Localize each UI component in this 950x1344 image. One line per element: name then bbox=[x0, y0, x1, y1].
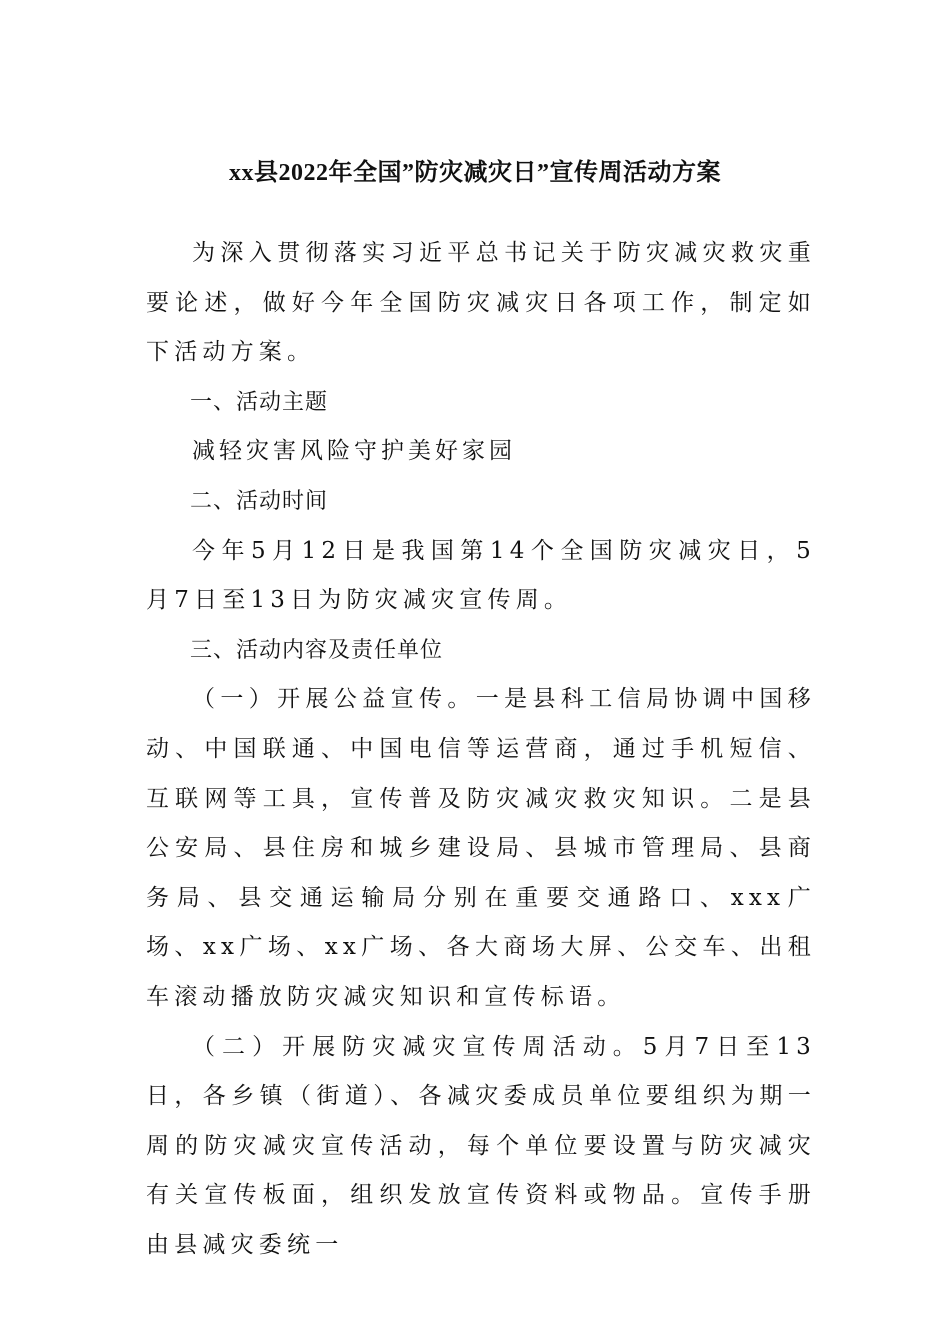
content-item-public-publicity: （一）开展公益宣传。一是县科工信局协调中国移动、中国联通、中国电信等运营商，通过手机短信、互联网等工具，宣传普及防灾减灾救灾知识。二是县公安局、县住房和城乡建设局、县城市管理局、县商务局、县交通运输局分别在重要交通路口、xxx广场、xx广场、xx广场、各大商场大屏、公交车、出租车滚动播放防灾减灾知识和宣传标语。 bbox=[146, 686, 816, 1010]
time-paragraph: 今年5月12日是我国第14个全国防灾减灾日，5月7日至13日为防灾减灾宣传周。 bbox=[146, 537, 816, 614]
document-title: xx县2022年全国”防灾减灾日”宣传周活动方案 bbox=[229, 160, 721, 186]
section-heading-content: 三、活动内容及责任单位 bbox=[190, 637, 444, 663]
section-heading-time: 二、活动时间 bbox=[190, 488, 329, 514]
content-item-publicity-week: （二）开展防灾减灾宣传周活动。5月7日至13日，各乡镇（街道）、各减灾委成员单位要组织为期一周的防灾减灾宣传活动，每个单位要设置与防灾减灾有关宣传板面，组织发放宣传资料或物品。宣传手册由县减灾委统一 bbox=[146, 1033, 816, 1258]
document-body bbox=[146, 229, 816, 1270]
section-heading-theme: 一、活动主题 bbox=[190, 389, 329, 415]
intro-paragraph: 为深入贯彻落实习近平总书记关于防灾减灾救灾重要论述，做好今年全国防灾减灾日各项工作，制定如下活动方案。 bbox=[146, 240, 816, 366]
theme-text: 减轻灾害风险守护美好家园 bbox=[192, 438, 516, 465]
